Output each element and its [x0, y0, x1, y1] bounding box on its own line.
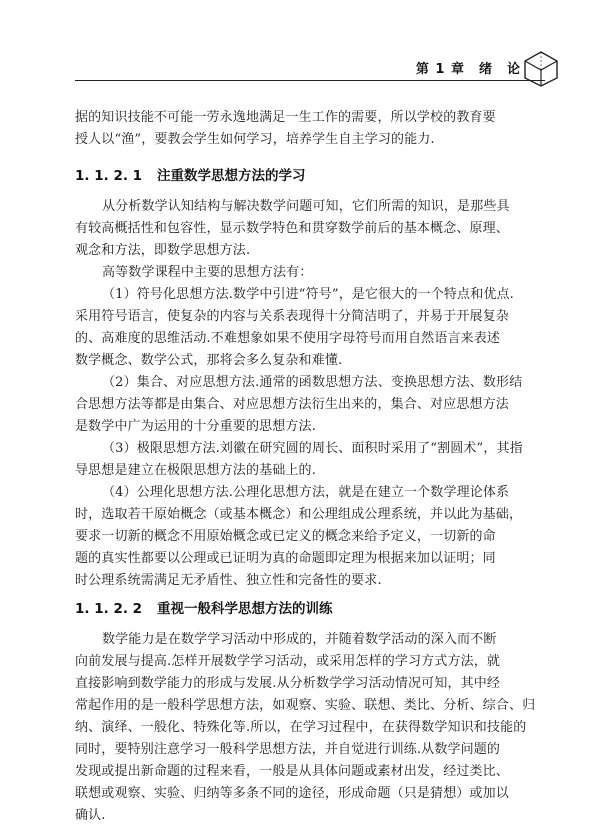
text-line: 是数学中广为运用的十分重要的思想方法. — [75, 419, 316, 434]
section-number: 1. 1. 2. 1 — [75, 168, 143, 184]
cube-logo-icon — [523, 50, 559, 88]
section-title: 重视一般科学思想方法的训练 — [157, 601, 333, 617]
text-line: 联想或观察、实验、归纳等多条不同的途径，形成命题（只是猜想）或加以 — [75, 786, 509, 801]
text-line: 授人以“渔”，要教会学生如何学习，培养学生自主学习的能力. — [75, 132, 435, 147]
section-heading-2 — [75, 597, 333, 617]
text-line: 合思想方法等都是由集合、对应思想方法衍生出来的，集合、对应思想方法 — [75, 397, 509, 412]
running-head — [0, 56, 611, 86]
text-line: 时，选取若干原始概念（或基本概念）和公理组成公理系统，并以此为基础， — [75, 507, 523, 522]
text-line: 纳、演绎、一般化、特殊化等.所以，在学习过程中，在获得数学知识和技能的 — [75, 720, 527, 735]
text-line: 数学能力是在数学学习活动中形成的，并随着数学活动的深入而不断 — [102, 632, 497, 647]
text-line: 直接影响到数学能力的形成与发展.从分析数学学习活动情况可知，其中经 — [75, 676, 501, 691]
text-line: 常起作用的是一般科学思想方法，如观察、实验、联想、类比、分析、综合、归 — [75, 698, 536, 713]
text-line: 同时，要特别注意学习一般科学思想方法，并自觉进行训练.从数学问题的 — [75, 742, 501, 757]
text-line: 数学概念、数学公式，那将会多么复杂和难懂. — [75, 353, 343, 368]
text-line: 时公理系统需满足无矛盾性、独立性和完备性的要求. — [75, 573, 382, 588]
text-line: 有较高概括性和包容性，显示数学特色和贯穿数学前后的基本概念、原理、 — [75, 221, 509, 236]
text-line: 要求一切新的概念不用原始概念或已定义的概念来给予定义，一切新的命 — [75, 529, 496, 544]
text-line: 据的知识技能不可能一劳永逸地满足一生工作的需要，所以学校的教育要 — [75, 110, 496, 125]
text-line: 确认. — [75, 808, 106, 823]
section-number: 1. 1. 2. 2 — [75, 601, 143, 617]
text-line: 题的真实性都要以公理或已证明为真的命题即定理为根据来加以证明；同 — [75, 551, 496, 566]
chapter-label: 第 1 章 绪 论 — [415, 62, 521, 77]
section-heading-1 — [75, 164, 306, 184]
text-line: （3）极限思想方法.刘徽在研究圆的周长、面积时采用了“割圆术”，其指 — [102, 441, 523, 456]
text-line: （1）符号化思想方法.数学中引进“符号”，是它很大的一个特点和优点. — [102, 287, 514, 302]
text-line: 观念和方法，即数学思想方法. — [75, 243, 251, 258]
text-line: 发现或提出新命题的过程来看，一般是从具体问题或素材出发，经过类比、 — [75, 764, 509, 779]
text-line: （4）公理化思想方法.公理化思想方法，就是在建立一个数学理论体系 — [102, 485, 510, 500]
text-line: 导思想是建立在极限思想方法的基础上的. — [75, 463, 316, 478]
text-line: 向前发展与提高.怎样开展数学学习活动，或采用怎样的学习方式方法，就 — [75, 654, 501, 669]
section-title: 注重数学思想方法的学习 — [157, 168, 306, 184]
header-rule — [75, 80, 545, 81]
text-line: （2）集合、对应思想方法.通常的函数思想方法、变换思想方法、数形结 — [102, 375, 523, 390]
text-line: 采用符号语言，使复杂的内容与关系表现得十分简洁明了，并易于开展复杂 — [75, 309, 509, 324]
text-line: 从分析数学认知结构与解决数学问题可知，它们所需的知识，是那些具 — [102, 199, 510, 214]
text-line: 高等数学课程中主要的思想方法有： — [102, 265, 313, 280]
text-line: 的、高难度的思维活动.不难想象如果不使用字母符号而用自然语言来表述 — [75, 331, 501, 346]
